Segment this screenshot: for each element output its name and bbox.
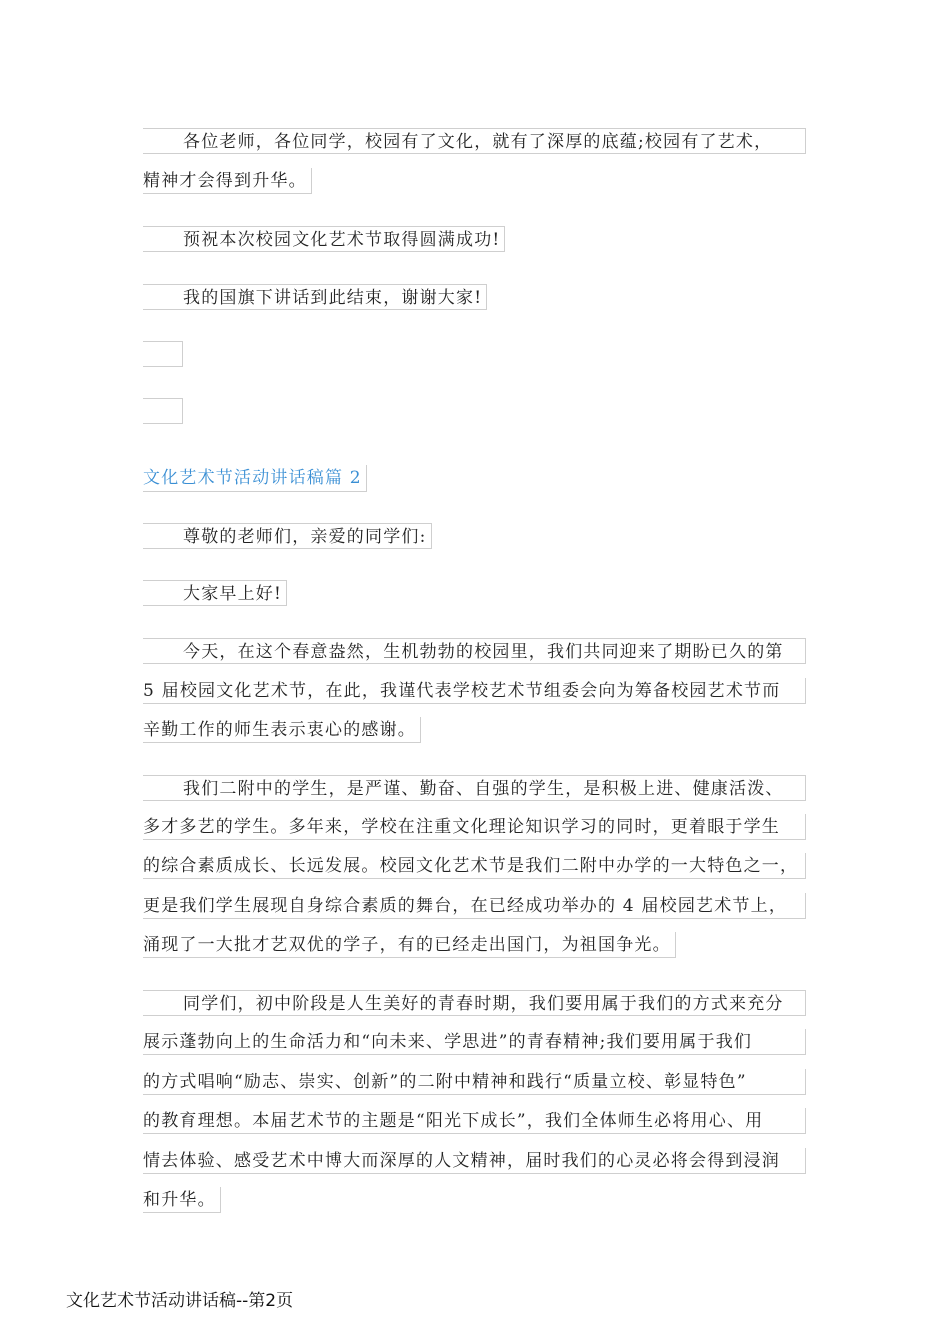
paragraph-line: 同学们，初中阶段是人生美好的青春时期，我们要用属于我们的方式来充分	[143, 990, 806, 1016]
paragraph-line: 今天，在这个春意盎然，生机勃勃的校园里，我们共同迎来了期盼已久的第	[143, 638, 806, 664]
paragraph-line: 我们二附中的学生，是严谨、勤奋、自强的学生，是积极上进、健康活泼、	[143, 775, 806, 801]
section-heading: 文化艺术节活动讲话稿篇 2	[143, 465, 367, 492]
paragraph-line: 各位老师，各位同学，校园有了文化，就有了深厚的底蕴;校园有了艺术，	[143, 128, 806, 154]
paragraph-line: 的综合素质成长、长远发展。校园文化艺术节是我们二附中办学的一大特色之一，	[143, 853, 806, 879]
paragraph-line: 精神才会得到升华。	[143, 168, 312, 194]
page-footer: 文化艺术节活动讲话稿--第2页	[66, 1291, 294, 1311]
paragraph-line: 预祝本次校园文化艺术节取得圆满成功!	[143, 226, 505, 252]
paragraph-line: 的方式唱响“励志、崇实、创新”的二附中精神和践行“质量立校、彰显特色”	[143, 1069, 806, 1095]
paragraph-line: 尊敬的老师们，亲爱的同学们:	[143, 523, 432, 549]
empty-line	[143, 341, 183, 367]
paragraph-line: 辛勤工作的师生表示衷心的感谢。	[143, 717, 421, 743]
paragraph-line: 大家早上好!	[143, 580, 287, 606]
paragraph-line: 更是我们学生展现自身综合素质的舞台，在已经成功举办的 4 届校园艺术节上，	[143, 893, 806, 919]
paragraph-line: 多才多艺的学生。多年来，学校在注重文化理论知识学习的同时，更着眼于学生	[143, 814, 806, 840]
paragraph-line: 展示蓬勃向上的生命活力和“向未来、学思进”的青春精神;我们要用属于我们	[143, 1029, 806, 1055]
paragraph-line: 5 届校园文化艺术节，在此，我谨代表学校艺术节组委会向为筹备校园艺术节而	[143, 678, 806, 704]
paragraph-line: 我的国旗下讲话到此结束，谢谢大家!	[143, 284, 487, 310]
paragraph-line: 和升华。	[143, 1187, 221, 1213]
empty-line	[143, 398, 183, 424]
paragraph-line: 情去体验、感受艺术中博大而深厚的人文精神，届时我们的心灵必将会得到浸润	[143, 1148, 806, 1174]
paragraph-line: 涌现了一大批才艺双优的学子，有的已经走出国门，为祖国争光。	[143, 932, 676, 958]
paragraph-line: 的教育理想。本届艺术节的主题是“阳光下成长”，我们全体师生必将用心、用	[143, 1108, 806, 1134]
